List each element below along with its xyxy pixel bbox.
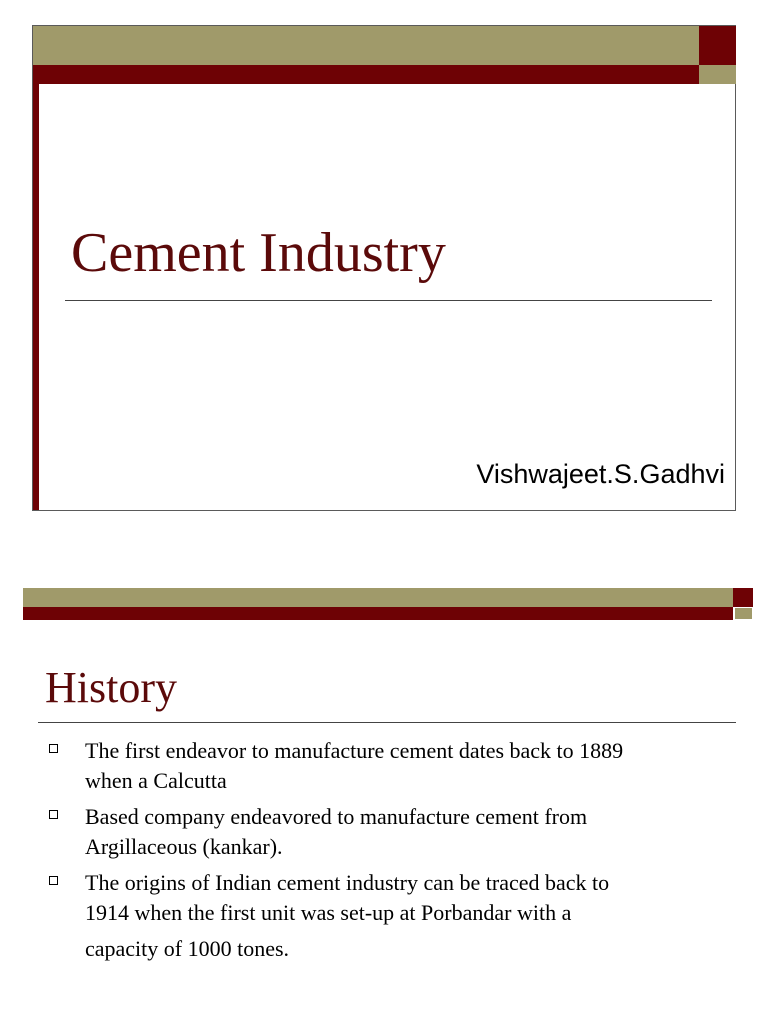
bullet-line: Argillaceous (kankar). <box>85 834 283 859</box>
header-olive-square <box>699 65 736 84</box>
author-name: Vishwajeet.S.Gadhvi <box>476 459 725 489</box>
bullet-line: when a Calcutta <box>85 768 227 793</box>
list-item <box>45 802 735 862</box>
slide-title: Cement Industry <box>71 222 446 284</box>
header-maroon-bar <box>33 65 699 84</box>
slide2-header-maroon-bar <box>23 607 733 620</box>
bullet-line: The origins of Indian cement industry can be traced back to <box>85 870 610 895</box>
header-olive-bar <box>33 26 699 65</box>
bullet-line: capacity of 1000 tones. <box>85 936 290 961</box>
heading-divider <box>38 722 736 723</box>
slide2-header-maroon-square <box>733 588 753 607</box>
square-bullet-icon <box>49 876 58 885</box>
history-bullet-list <box>45 736 735 970</box>
title-slide <box>32 25 736 511</box>
header-maroon-square <box>699 26 736 65</box>
title-divider <box>65 300 712 301</box>
list-item <box>45 736 735 796</box>
left-accent-bar <box>33 84 39 510</box>
bullet-line: Based company endeavored to manufacture cement from <box>85 804 588 829</box>
bullet-line: 1914 when the first unit was set-up at Porbandar with a <box>85 900 572 925</box>
list-item <box>45 868 735 964</box>
square-bullet-icon <box>49 810 58 819</box>
section-heading: History <box>45 663 177 712</box>
slide2-header-olive-square <box>735 608 752 619</box>
slide2-header-olive-bar <box>23 588 733 607</box>
square-bullet-icon <box>49 744 58 753</box>
bullet-line: The first endeavor to manufacture cement dates back to 1889 <box>85 738 624 763</box>
